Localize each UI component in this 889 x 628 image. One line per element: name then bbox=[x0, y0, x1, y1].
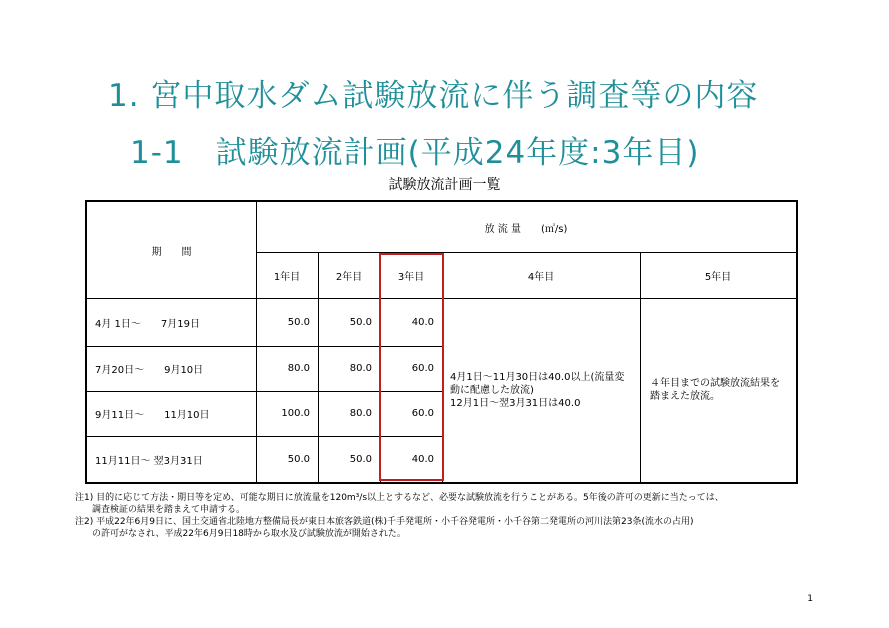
period-header: 期 間 bbox=[151, 246, 192, 258]
section-title: 1-1 試験放流計画(平成24年度:3年目) bbox=[130, 135, 700, 171]
row3-year2: 80.0 bbox=[349, 408, 372, 419]
row4-year2: 50.0 bbox=[349, 453, 372, 465]
row3-year1: 100.0 bbox=[281, 408, 310, 419]
row4-year1: 50.0 bbox=[287, 453, 310, 465]
note-2 bbox=[75, 516, 805, 540]
year4-description bbox=[442, 298, 640, 482]
flow-header: 放 流 量 (㎥/s) bbox=[484, 223, 568, 235]
row4-period: 11月11日〜 翌3月31日 bbox=[95, 455, 203, 467]
row2-period: 7月20日〜 9月10日 bbox=[95, 365, 204, 376]
row2-year2: 80.0 bbox=[349, 363, 372, 374]
year3-header: 3年目 bbox=[397, 271, 425, 283]
year3-highlight-box bbox=[379, 253, 444, 481]
row1-period: 4月 1日〜 7月19日 bbox=[95, 318, 200, 330]
table-caption: 試験放流計画一覧 bbox=[388, 177, 501, 193]
year5-text: ４年目までの試験放流結果を踏まえた放流。 bbox=[650, 378, 780, 402]
year2-header: 2年目 bbox=[335, 271, 363, 283]
row4-year3: 40.0 bbox=[411, 453, 434, 465]
year5-header: 5年目 bbox=[704, 271, 732, 283]
note-2-line-2: の許可がなされ、平成22年6月9日18時から取水及び試験放流が開始された。 bbox=[92, 529, 406, 539]
year4-text-2: 12月1日〜翌3月31日は40.0 bbox=[450, 397, 581, 409]
note-2-line-1: 注2) 平成22年6月9日に、国土交通省北陸地方整備局長が東日本旅客鉄道(株)千手発電所・小千谷発電所・小千谷第二発電所の河川法第23条(流水の占用) bbox=[75, 517, 694, 527]
year4-text-1: 4月1日〜11月30日は40.0以上(流量変動に配慮した放流) bbox=[450, 371, 625, 396]
row3-year3: 60.0 bbox=[411, 408, 434, 419]
note-1 bbox=[75, 492, 805, 516]
row1-year1: 50.0 bbox=[287, 316, 310, 328]
note-1-line-2: 調査検証の結果を踏まえて申請する。 bbox=[92, 505, 246, 515]
page-title: 1. 宮中取水ダム試験放流に伴う調査等の内容 bbox=[108, 78, 759, 114]
release-plan-table bbox=[85, 200, 798, 484]
year1-header: 1年目 bbox=[273, 271, 301, 283]
year4-header: 4年目 bbox=[527, 271, 555, 283]
row3-period: 9月11日〜 11月10日 bbox=[95, 410, 210, 421]
year5-description bbox=[640, 298, 796, 482]
row1-year3: 40.0 bbox=[411, 316, 434, 328]
page-number: 1 bbox=[807, 594, 813, 604]
row1-year2: 50.0 bbox=[349, 316, 372, 328]
row2-year1: 80.0 bbox=[287, 363, 310, 374]
row2-year3: 60.0 bbox=[411, 363, 434, 374]
note-1-line-1: 注1) 目的に応じて方法・期日等を定め、可能な期日に放流量を120m³/s以上とするなど、必要な試験放流を行うことがある。5年後の許可の更新に当たっては、 bbox=[75, 493, 724, 503]
